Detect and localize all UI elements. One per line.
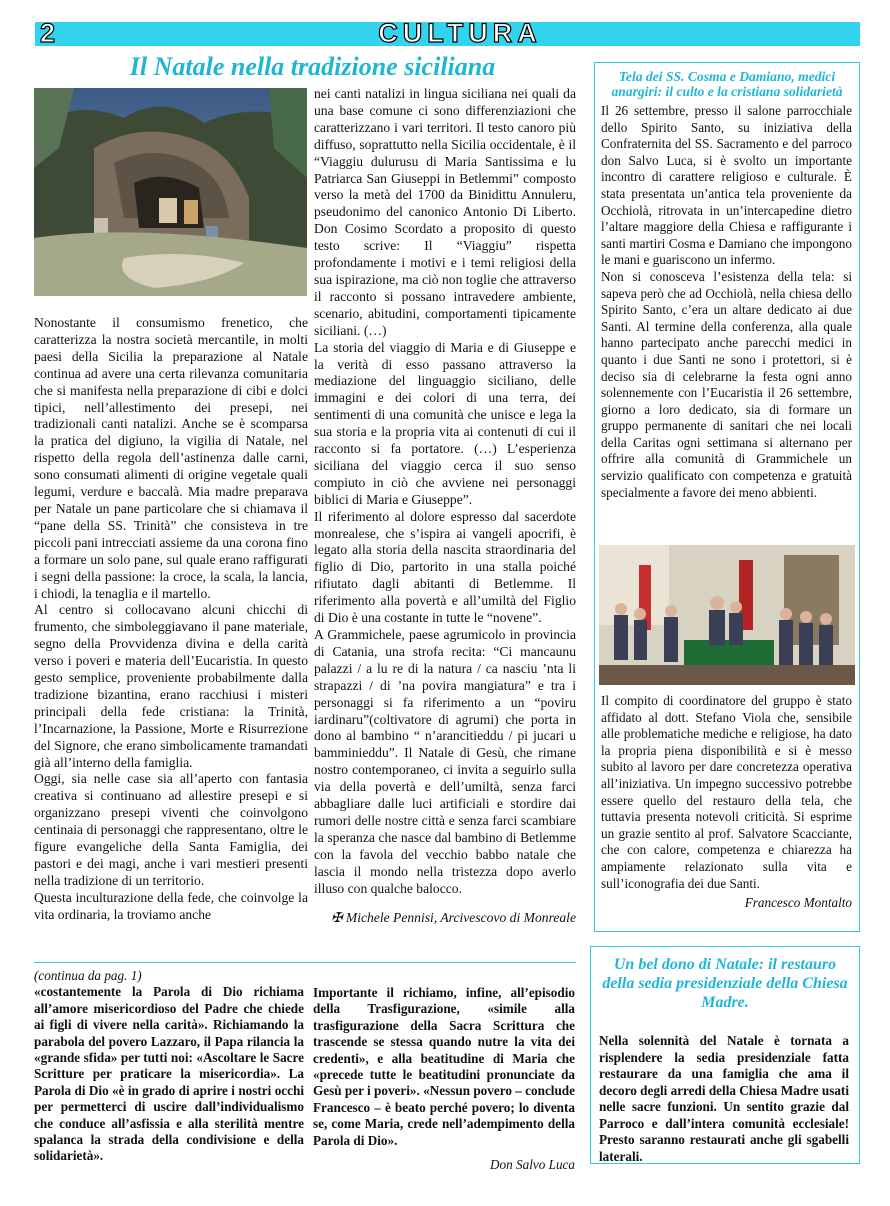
article-title: Il Natale nella tradizione siciliana — [129, 52, 496, 81]
paragraph: Oggi, sia nelle case sia all’aperto con fantasia creativa si continuano ad allestire presepi e si organizzano presepi viventi che coinvolgono centinaia di personaggi che rappresentano, oltre le figure evangeliche della Santa Famiglia, dei pastori e dei magi, anche i vari mestieri presenti nella tradizione di un territorio. — [34, 771, 308, 888]
continuation-label: (continua da pag. 1) — [34, 968, 142, 983]
paragraph: Il 26 settembre, presso il salone parrocchiale dello Spirito Santo, su iniziativa della Confraternita del SS. Sacramento e del parroco don Salvo Luca, si è svolto un importante incontro di carattere religioso e culturale. È stata presentata un’antica tela proveniente da Occhiolà, ritrovata in un’intercapedine dietro l’altare maggiore della Chiesa e raffigurante i santi martiri Cosma e Damiano che impongono le mani e guariscono un infermo. — [601, 103, 852, 268]
article-column-2 — [314, 86, 576, 926]
article-column-1 — [34, 315, 308, 924]
nativity-photo — [34, 88, 307, 296]
continuation-column-2 — [313, 985, 575, 1173]
signature: Don Salvo Luca — [490, 1157, 575, 1173]
paragraph: Importante il richiamo, infine, all’episodio della Trasfigurazione, «simile alla trasfigurazione della Sacra Scrittura che trascende se stessa quando nutre la vita dei credenti», e alla beatitudine di Maria che «precede tutte le beatitudini pronunciate da Gesù per i poveri». «Nessun povero – conclude Francesco – è beato perché povero; lo diventa se, come Maria, crede nell’adempimento della Parola di Dio». — [313, 985, 575, 1148]
paragraph: nei canti natalizi in lingua siciliana nei quali da una base comune ci sono differenziazioni che caratterizzano i vari territori. Il testo canoro più diffuso, soprattutto nella Sicilia occidentale, è il “Viaggiu dulurusu di Maria Santissima e lu Patriarca San Giuseppi in Betlemmi” composto verso la metà del 1700 da Binidittu Annuleru, pseudonimo del canonico Antonio Di Liberto. Don Cosimo Scordato a proposito di questo testo scrive: Il “Viaggiu” rispetta profondamente i motivi e i temi religiosi della sua ispirazione, ma ciò non toglie che attraverso il racconto si possano intravedere ambiente, scenario, abitudini, comportamenti tipicamente siciliani. (…) — [314, 86, 576, 338]
sidebar-dono-title: Un bel dono di Natale: il restauro della sedia presidenziale della Chiesa Madre. — [602, 956, 848, 1011]
page-number: 2 — [40, 18, 56, 48]
sidebar-dono-box — [590, 946, 860, 1164]
section-title: CULTURA — [378, 18, 542, 48]
sidebar-tela-title: Tela dei SS. Cosma e Damiano, medici anargiri: il culto e la cristiana solidarietà — [611, 69, 843, 99]
nativity-scene-image — [34, 88, 307, 296]
paragraph: «costantemente la Parola di Dio richiama all’amore misericordioso del Padre che chiede ai figli di vivere nella carità». Richiamando la parabola del povero Lazzaro, il Papa rilancia la «grande sfida» per tutti noi: «Ascoltare le Sacre Scritture per praticare la misericordia». La Parola di Dio «è in grado di aprire i nostri occhi per permetterci di uscire dall’individualismo che conduce all’asfissia e alla sterilità mentre spalanca la strada della condivisione e della solidarietà». — [34, 984, 304, 1164]
paragraph: Il riferimento al dolore espresso dal sacerdote monrealese, che s’ispira ai vangeli apocrifi, è legato alla storia della nascita straordinaria del figlio di Dio, partorito in una stalla poiché rifiutato dagli abitanti di Betlemme. Il riferimento alla povertà e all’umiltà del Figlio di Dio è una costante in tutte le “novene”. — [314, 508, 576, 626]
sidebar-tela-text — [601, 103, 852, 501]
paragraph: Al centro si collocavano alcuni chicchi di frumento, che simboleggiavano il pane materiale, segno della Provvidenza divina e della carità verso i poveri e materia dell’Eucaristia. In questo gesto semplice, proveniente probabilmente dalla tradizione bizantina, erano racchiusi i misteri principali della fede cristiana: la Trinità, l’Incarnazione, la Passione, Morte e Risurrezione del Signore, che erano simbolicamente tramandati già all’interno della famiglia. — [34, 602, 308, 770]
meeting-group-image — [599, 545, 855, 685]
paragraph: La storia del viaggio di Maria e di Giuseppe e la verità di esso passano attraverso la mediazione del linguaggio siciliano, delle immagini e dei colori di una terra, dei sentimenti di una comunità che unisce e lega la sua storia e la propria vita ai contenuti di cui il racconto si fa portatore. (…) L’esperienza siciliana del viaggio cerca il suo senso compiuto in ciò che avviene nei personaggi biblici di Maria e Giuseppe”. — [314, 339, 576, 507]
continuation-column-1 — [34, 968, 304, 1165]
paragraph: Non si conosceva l’esistenza della tela: si sapeva però che ad Occhiolà, nella chiesa dello Spirito Santo, c’era un altare dedicato ai due Santi. Al termine della conferenza, alla quale hanno partecipato anche parecchi medici in quanto i due Santi ne sono i protettori, si è deciso sia di celebrarne la festa ogni anno solennemente con l’Eucaristia il 26 settembre, giorno a loro dedicato, sia di formare un gruppo permanente di sanitari che nei locali della Caritas ogni settimana si alternano per offrire alla comunità di Grammichele un servizio qualificato con competenza e gratuità specialmente a favore dei meno abbienti. — [601, 268, 852, 500]
paragraph: Nonostante il consumismo frenetico, che caratterizza la nostra società mercantile, in molti paesi della Sicilia la preparazione al Natale continua ad avere una certa rilevanza comunitaria che si manifesta nella preparazione di cibi e dolci tipici, nell’allestimento dei presepi, nei tradizionali canti natalizi. Anche se è scomparsa la pratica del digiuno, la vigilia di Natale, nel rispetto della regola dell’astinenza dalle carni, sono consumati alimenti di origine vegetale quali legumi, verdure e baccalà. Mia madre preparava per Natale un pane particolare che si chiamava il “pane della SS. Trinità” che consisteva in tre piccoli pani intrecciati assieme da una corona fino a formare un solo pane, sul quale erano raffigurati i segni della passione: la croce, la scala, la lancia, i chiodi, la tenaglia e il martello. — [34, 315, 308, 601]
paragraph: Il compito di coordinatore del gruppo è stato affidato al dott. Stefano Viola che, sensibile alle problematiche mediche e religiose, ha dato la propria piena disponibilità e si è messo subito al lavoro per dare concretezza operativa all’iniziativa. Un impegno successivo potrebbe essere quello del restauro della tela, che tuttavia presenta notevoli criticità. Si esprime un grazie sentito al prof. Salvatore Scacciante, che con calore, competenza e chiarezza ha ampiamente relazionato sulla vita e sull’iconografia dei due Santi. — [601, 693, 852, 891]
paragraph: A Grammichele, paese agrumicolo in provincia di Catania, una strofa recita: “Ci mancaunu palazzi / a lu re di la natura / ca nasciu ’nta li strapazzi / di ’na povira mangiatura” e tra i personaggi si fa riferimento a un “poviru iardinaru”(coltivatore di agrumi) che porta in dono al bambino “ n’arancitieddu / pi jucari u bamminieddu”. Il Natale di Gesù, che rimane nostro contemporaneo, ci invita a seguirlo sulla via della povertà e dell’umiltà, senza farci abbagliare dalle luci artificiali e stordire dai rumori delle nostre città e senza farci scambiare la speranza che nasce dal bambino di Betlemme con la favola del vecchio babbo natale che lascia il mondo nella tristezza dopo averlo illuso con qualche balocco. — [314, 627, 576, 896]
signature: ✠ Michele Pennisi, Arcivescovo di Monreale — [331, 909, 576, 925]
sidebar-tela-text-2 — [601, 693, 852, 912]
divider — [34, 962, 576, 963]
paragraph: Nella solennità del Natale è tornata a risplendere la sedia presidenziale fatta restaurare da una famiglia che ama il decoro degli arredi della Chiesa Madre usati nelle sacre funzioni. Un sentito grazie dal Parroco e dall’intera comunità ecclesiale! Presto saranno restaurati anche gli sgabelli laterali. — [599, 1033, 849, 1164]
paragraph: Questa inculturazione della fede, che coinvolge la vita ordinaria, la troviamo anche — [34, 889, 308, 922]
sidebar-tela-box — [594, 62, 860, 932]
signature: Francesco Montalto — [744, 895, 852, 911]
sidebar-dono-text — [599, 1033, 849, 1165]
meeting-photo — [599, 545, 855, 685]
